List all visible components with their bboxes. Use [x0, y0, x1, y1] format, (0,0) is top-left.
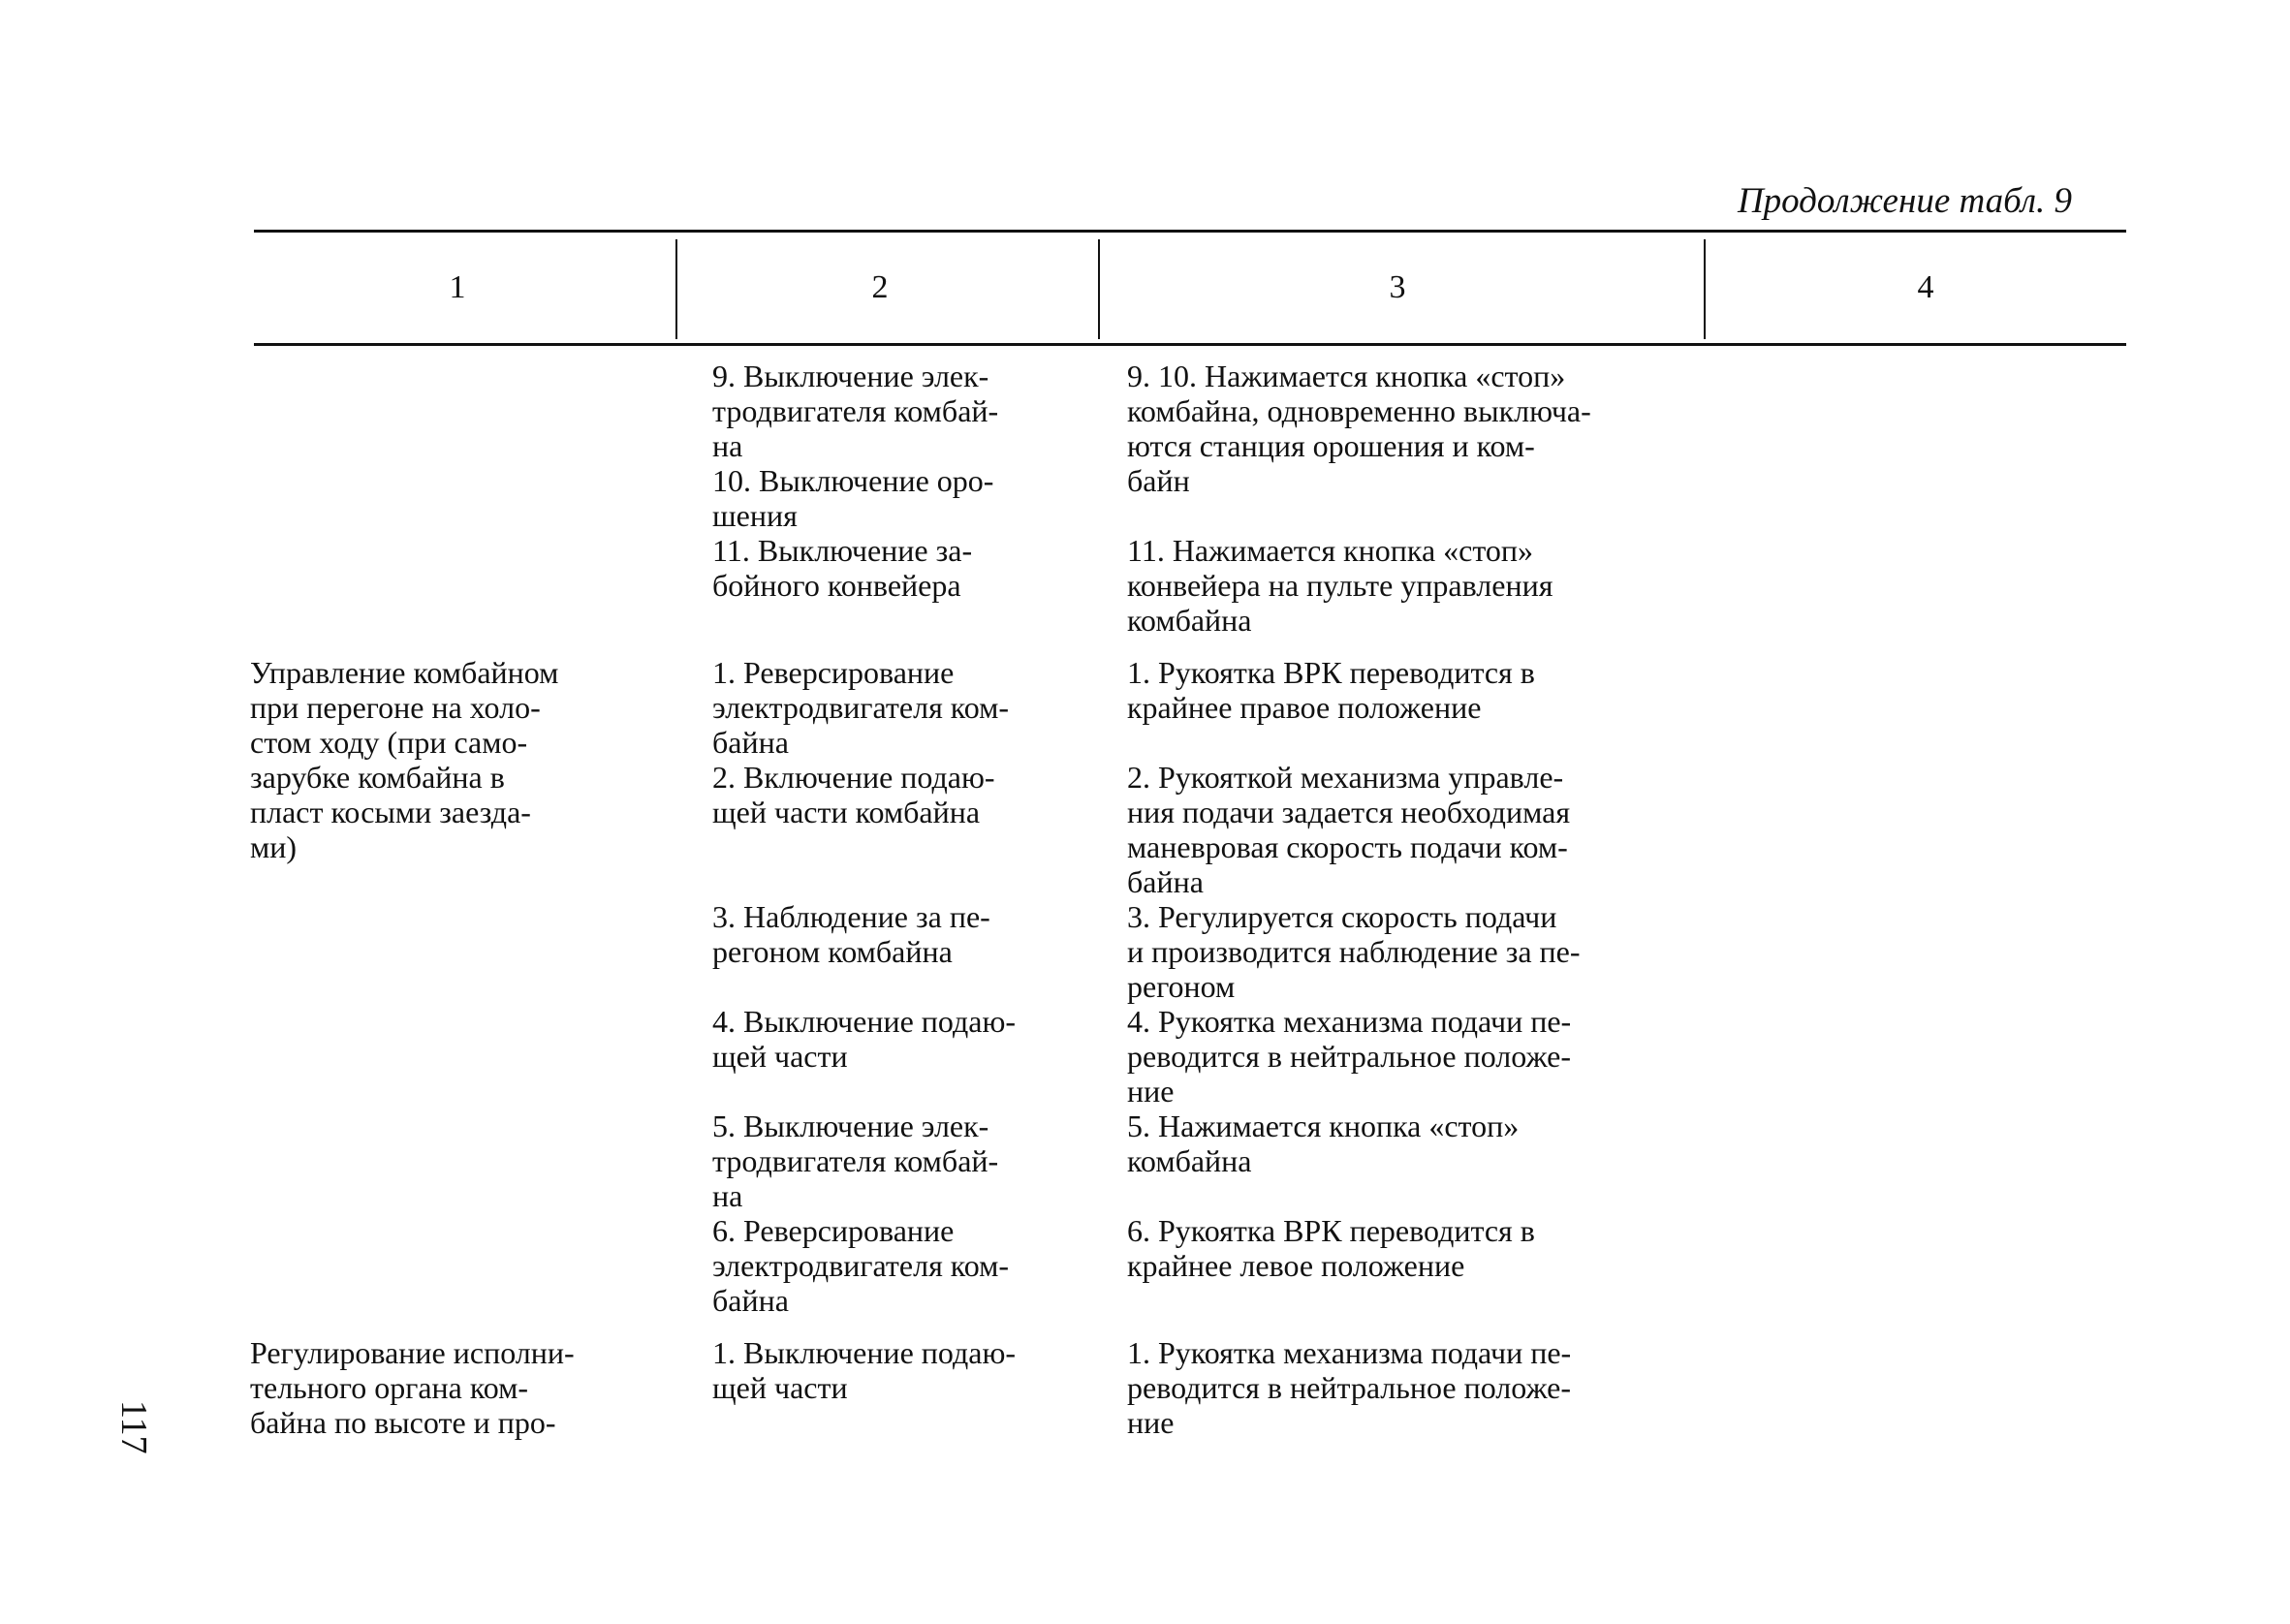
column-header-2: 2	[871, 269, 889, 305]
table-cell: 4. Выключение подаю- щей части	[712, 1004, 1017, 1074]
table-cell: 9. Выключение элек- тродвигателя комбай- на	[712, 359, 999, 463]
column-divider	[1704, 239, 1706, 339]
table-cell: 9. 10. Нажимается кнопка «стоп» комбайна, одновременно выключа- ются станция орошения и ком- байн	[1127, 359, 1591, 498]
table-cell: 3. Наблюдение за пе- регоном комбайна	[712, 899, 990, 969]
table-cell: 11. Нажимается кнопка «стоп» конвейера на пульте управления комбайна	[1127, 533, 1553, 638]
table-cell: 4. Рукоятка механизма подачи пе- реводится в нейтральное положе- ние	[1127, 1004, 1572, 1109]
table-cell: 1. Рукоятка ВРК переводится в крайнее правое положение	[1127, 655, 1535, 725]
table-cell: Регулирование исполни- тельного органа ком- байна по высоте и про-	[250, 1335, 575, 1440]
table-cell: 2. Включение подаю- щей части комбайна	[712, 760, 995, 829]
table-cell: 1. Рукоятка механизма подачи пе- реводится в нейтральное положе- ние	[1127, 1335, 1572, 1440]
table-cell: 5. Нажимается кнопка «стоп» комбайна	[1127, 1109, 1520, 1178]
table-cell: Управление комбайном при перегоне на холо- стом ходу (при само- зарубке комбайна в пласт косыми заезда- ми)	[250, 655, 559, 864]
table-top-rule	[254, 230, 2126, 233]
table-cell: 1. Реверсирование электродвигателя ком- байна	[712, 655, 1010, 760]
column-header-1: 1	[449, 269, 466, 305]
column-divider	[675, 239, 677, 339]
table-cell: 1. Выключение подаю- щей части	[712, 1335, 1017, 1405]
column-divider	[1098, 239, 1100, 339]
table-cell: 2. Рукояткой механизма управле- ния подачи задается необходимая маневровая скорость подачи ком- байна	[1127, 760, 1571, 899]
table-cell: 6. Реверсирование электродвигателя ком- байна	[712, 1213, 1010, 1318]
table-cell: 11. Выключение за- бойного конвейера	[712, 533, 973, 603]
page-number: 117	[113, 1400, 154, 1454]
column-header-3: 3	[1389, 269, 1406, 305]
table-cell: 5. Выключение элек- тродвигателя комбай- на	[712, 1109, 999, 1213]
table-caption: Продолжение табл. 9	[1737, 181, 2072, 221]
table-cell: 6. Рукоятка ВРК переводится в крайнее левое положение	[1127, 1213, 1535, 1283]
table-cell: 10. Выключение оро- шения	[712, 463, 994, 533]
header-bottom-rule	[254, 343, 2126, 346]
column-header-4: 4	[1917, 269, 1934, 305]
table-cell: 3. Регулируется скорость подачи и производится наблюдение за пе- регоном	[1127, 899, 1581, 1004]
